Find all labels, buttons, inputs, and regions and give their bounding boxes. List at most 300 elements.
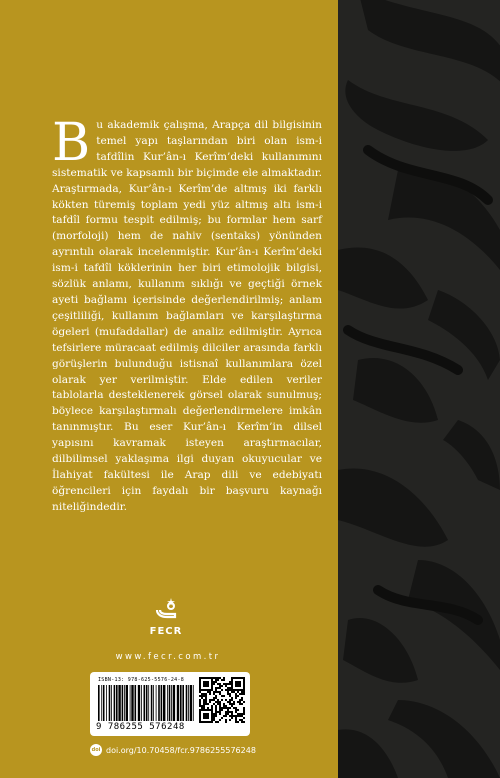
- barcode-bar: [158, 685, 160, 721]
- qr-module: [199, 711, 201, 713]
- qr-module: [217, 677, 219, 679]
- qr-module: [223, 679, 225, 681]
- qr-module: [229, 687, 231, 689]
- qr-module: [215, 697, 217, 699]
- fecr-logo-icon: [154, 598, 178, 620]
- qr-module: [241, 677, 243, 679]
- qr-module: [241, 689, 243, 691]
- qr-module: [215, 721, 217, 723]
- qr-module: [199, 689, 201, 691]
- qr-module: [217, 703, 219, 705]
- qr-module: [201, 693, 203, 695]
- qr-module: [203, 683, 205, 685]
- qr-module: [239, 719, 241, 721]
- barcode-bar: [106, 685, 107, 721]
- qr-module: [211, 721, 213, 723]
- qr-module: [199, 721, 201, 723]
- barcode-bar: [151, 685, 153, 721]
- qr-module: [211, 715, 213, 717]
- qr-module: [237, 685, 239, 687]
- qr-module: [211, 679, 213, 681]
- qr-module: [233, 715, 235, 717]
- qr-module: [203, 703, 205, 705]
- qr-module: [223, 695, 225, 697]
- qr-module: [219, 703, 221, 705]
- qr-module: [225, 719, 227, 721]
- qr-module: [231, 691, 233, 693]
- qr-module: [229, 683, 231, 685]
- qr-module: [203, 707, 205, 709]
- qr-module: [237, 713, 239, 715]
- barcode-bar: [173, 685, 175, 721]
- qr-module: [211, 677, 213, 679]
- qr-module: [241, 719, 243, 721]
- qr-module: [203, 709, 205, 711]
- qr-module: [207, 707, 209, 709]
- qr-module: [225, 721, 227, 723]
- publisher-name: FECR: [149, 626, 183, 637]
- qr-module: [239, 701, 241, 703]
- qr-module: [199, 705, 201, 707]
- qr-module: [217, 683, 219, 685]
- qr-module: [243, 709, 245, 711]
- qr-module: [207, 681, 209, 683]
- qr-module: [209, 701, 211, 703]
- publisher-logo: [134, 598, 198, 637]
- qr-module: [243, 707, 245, 709]
- qr-module: [219, 713, 221, 715]
- qr-module: [211, 689, 213, 691]
- qr-module: [215, 707, 217, 709]
- qr-module: [211, 685, 213, 687]
- qr-module: [213, 693, 215, 695]
- qr-module: [219, 705, 221, 707]
- qr-module: [229, 711, 231, 713]
- qr-module: [213, 683, 215, 685]
- qr-module: [215, 695, 217, 697]
- qr-module: [219, 687, 221, 689]
- qr-module: [213, 703, 215, 705]
- qr-module: [239, 713, 241, 715]
- qr-module: [199, 687, 201, 689]
- qr-module: [199, 713, 201, 715]
- qr-module: [237, 715, 239, 717]
- qr-module: [219, 711, 221, 713]
- barcode-bar: [146, 685, 148, 721]
- qr-module: [229, 715, 231, 717]
- qr-module: [215, 679, 217, 681]
- qr-module: [201, 689, 203, 691]
- qr-module: [231, 679, 233, 681]
- barcode-bar: [130, 685, 131, 721]
- qr-module: [201, 695, 203, 697]
- qr-module: [209, 699, 211, 701]
- isbn-number: 9 786255 576248: [96, 722, 185, 732]
- qr-module: [235, 685, 237, 687]
- qr-module: [213, 717, 215, 719]
- barcode-bar: [124, 685, 125, 721]
- qr-module: [241, 721, 243, 723]
- barcode-bar: [101, 685, 102, 721]
- qr-module: [227, 707, 229, 709]
- qr-module: [243, 711, 245, 713]
- qr-module: [225, 685, 227, 687]
- qr-module: [223, 705, 225, 707]
- qr-module: [235, 721, 237, 723]
- qr-module: [199, 679, 201, 681]
- barcode-bar: [188, 685, 189, 721]
- qr-module: [215, 709, 217, 711]
- qr-module: [231, 717, 233, 719]
- qr-module: [199, 695, 201, 697]
- qr-module: [229, 701, 231, 703]
- qr-module: [203, 677, 205, 679]
- qr-module: [221, 709, 223, 711]
- qr-module: [231, 711, 233, 713]
- blurb-text: u akademik çalışma, Arapça dil bilgisinin temel yapı taşlarından biri olan ism-i tafdîlin Kur’ân-ı Kerîm’deki kullanımını sistematik ve kapsamlı bir biçimde ele almaktadır. Araştırmada, Kur’ân-ı Kerîm’de altmış iki farklı kökten türemiş toplam yedi yüz altmış altı ism-i tafdîl formu tespit edilmiş; bu formlar hem sarf (morfoloji) hem de nahiv (sentaks) yönünden ayrıntılı olarak incelenmiştir. Kur’ân-ı Kerîm’deki ism-i tafdîl köklerinin her biri etimolojik bilgisi, sözlük anlamı, kullanım sıklığı ve geçtiği örnek ayeti bağlamı içerisinde değerlendirilmiş; anlam çeşitliliği, kullanım bağlamları ve karşılaştırma ögeleri (mufaddallar) de analiz edilmiştir. Ayrıca tefsirlere müracaat edilmiş dilciler arasında farklı görüşlerin bulunduğu istisnaî kullanımlara özel olarak yer verilmiştir. Elde edilen veriler tablolarla desteklenerek görsel olarak sunulmuş; böylece karşılaştırmalı değerlendirmelere imkân tanınmıştır. Bu eser Kur’ân-ı Kerîm’in dilsel yapısını kavramak isteyen araştırmacılar, dilbilimsel yaklaşıma ilgi duyan okuyucular ve İlahiyat fakültesi ile Arap dili ve edebiyatı öğrencileri için faydalı bir başvuru kaynağı niteliğindedir.: [52, 119, 323, 513]
- qr-module: [237, 683, 239, 685]
- qr-module: [227, 691, 229, 693]
- qr-module: [225, 713, 227, 715]
- qr-code-image: [199, 677, 245, 731]
- doi-text: doi.org/10.70458/fcr.9786255576248: [106, 745, 256, 755]
- qr-module: [205, 689, 207, 691]
- qr-module: [231, 683, 233, 685]
- barcode-bar: [144, 685, 146, 721]
- qr-module: [235, 693, 237, 695]
- barcode-bar: [190, 685, 192, 721]
- qr-module: [207, 677, 209, 679]
- qr-module: [227, 713, 229, 715]
- qr-module: [225, 707, 227, 709]
- qr-module: [207, 691, 209, 693]
- qr-module: [209, 691, 211, 693]
- qr-module: [217, 711, 219, 713]
- qr-module: [233, 707, 235, 709]
- qr-module: [233, 701, 235, 703]
- qr-module: [237, 701, 239, 703]
- qr-module: [209, 721, 211, 723]
- qr-module: [215, 691, 217, 693]
- qr-module: [229, 693, 231, 695]
- barcode-bar: [98, 685, 100, 721]
- qr-module: [211, 699, 213, 701]
- qr-module: [203, 717, 205, 719]
- qr-module: [231, 699, 233, 701]
- qr-module: [203, 713, 205, 715]
- qr-module: [225, 711, 227, 713]
- qr-module: [221, 685, 223, 687]
- qr-module: [235, 707, 237, 709]
- qr-module: [207, 717, 209, 719]
- qr-module: [233, 703, 235, 705]
- qr-module: [203, 699, 205, 701]
- qr-module: [229, 703, 231, 705]
- qr-module: [231, 685, 233, 687]
- qr-module: [213, 697, 215, 699]
- qr-module: [207, 721, 209, 723]
- qr-module: [199, 677, 201, 679]
- qr-module: [205, 693, 207, 695]
- barcode-bar: [193, 685, 194, 721]
- barcode-bar: [111, 685, 112, 721]
- qr-module: [229, 681, 231, 683]
- qr-module: [219, 677, 221, 679]
- qr-module: [199, 699, 201, 701]
- qr-module: [215, 681, 217, 683]
- qr-module: [225, 683, 227, 685]
- qr-module: [221, 695, 223, 697]
- qr-module: [205, 721, 207, 723]
- barcode-bar: [163, 685, 165, 721]
- barcode-bar: [148, 685, 149, 721]
- qr-module: [201, 705, 203, 707]
- qr-module: [203, 685, 205, 687]
- barcode-bar: [126, 685, 128, 721]
- qr-module: [215, 687, 217, 689]
- qr-module: [207, 709, 209, 711]
- qr-module: [207, 703, 209, 705]
- qr-module: [211, 719, 213, 721]
- qr-module: [235, 715, 237, 717]
- qr-module: [205, 699, 207, 701]
- qr-module: [227, 709, 229, 711]
- qr-module: [227, 687, 229, 689]
- qr-module: [217, 721, 219, 723]
- qr-module: [209, 677, 211, 679]
- qr-module: [211, 711, 213, 713]
- back-cover-blurb: [52, 113, 323, 516]
- qr-module: [237, 677, 239, 679]
- qr-module: [231, 703, 233, 705]
- qr-module: [207, 683, 209, 685]
- barcode-bar: [114, 685, 116, 721]
- qr-module: [215, 677, 217, 679]
- qr-module: [239, 681, 241, 683]
- qr-module: [215, 705, 217, 707]
- qr-module: [239, 677, 241, 679]
- qr-module: [243, 691, 245, 693]
- calligraphy-pattern: [338, 0, 500, 778]
- barcode-bar: [169, 685, 171, 721]
- qr-module: [203, 705, 205, 707]
- qr-module: [243, 679, 245, 681]
- qr-module: [243, 687, 245, 689]
- qr-module: [235, 719, 237, 721]
- isbn-label: ISBN-13: 978-625-5576-24-8: [98, 677, 185, 683]
- qr-module: [235, 689, 237, 691]
- qr-module: [241, 715, 243, 717]
- qr-module: [211, 713, 213, 715]
- qr-module: [201, 721, 203, 723]
- qr-module: [215, 713, 217, 715]
- qr-module: [233, 691, 235, 693]
- qr-module: [203, 693, 205, 695]
- qr-module: [205, 709, 207, 711]
- qr-module: [243, 713, 245, 715]
- qr-module: [241, 697, 243, 699]
- qr-module: [235, 711, 237, 713]
- qr-module: [231, 689, 233, 691]
- qr-module: [225, 705, 227, 707]
- qr-module: [225, 699, 227, 701]
- qr-module: [235, 709, 237, 711]
- qr-module: [211, 707, 213, 709]
- qr-module: [235, 695, 237, 697]
- qr-module: [239, 703, 241, 705]
- drop-cap: B: [52, 113, 91, 173]
- qr-module: [205, 683, 207, 685]
- qr-module: [221, 717, 223, 719]
- qr-module: [211, 705, 213, 707]
- qr-module: [221, 689, 223, 691]
- barcode-bar: [138, 685, 140, 721]
- qr-module: [229, 695, 231, 697]
- qr-module: [205, 677, 207, 679]
- qr-module: [231, 687, 233, 689]
- qr-module: [207, 713, 209, 715]
- qr-module: [241, 691, 243, 693]
- barcode-bar: [131, 685, 133, 721]
- qr-module: [225, 689, 227, 691]
- qr-module: [215, 701, 217, 703]
- qr-module: [203, 689, 205, 691]
- qr-module: [231, 713, 233, 715]
- qr-module: [201, 677, 203, 679]
- qr-module: [205, 681, 207, 683]
- barcode-image: [98, 685, 196, 721]
- doi-link[interactable]: [90, 744, 290, 756]
- qr-module: [223, 707, 225, 709]
- qr-module: [201, 707, 203, 709]
- barcode-bar: [109, 685, 111, 721]
- qr-module: [219, 701, 221, 703]
- qr-module: [233, 677, 235, 679]
- qr-module: [241, 703, 243, 705]
- barcode-bar: [167, 685, 168, 721]
- qr-module: [235, 677, 237, 679]
- qr-module: [241, 713, 243, 715]
- qr-module: [213, 715, 215, 717]
- barcode-bar: [103, 685, 105, 721]
- qr-module: [199, 681, 201, 683]
- qr-module: [209, 693, 211, 695]
- qr-module: [243, 717, 245, 719]
- qr-module: [217, 699, 219, 701]
- qr-module: [229, 699, 231, 701]
- qr-module: [237, 691, 239, 693]
- qr-module: [243, 677, 245, 679]
- qr-module: [227, 711, 229, 713]
- qr-module: [231, 677, 233, 679]
- qr-module: [237, 721, 239, 723]
- qr-module: [199, 715, 201, 717]
- qr-module: [211, 683, 213, 685]
- qr-module: [203, 721, 205, 723]
- barcode-bar: [153, 685, 154, 721]
- qr-module: [235, 717, 237, 719]
- barcode-bar: [135, 685, 137, 721]
- qr-module: [215, 689, 217, 691]
- calligraphy-panel: [338, 0, 500, 778]
- qr-module: [239, 693, 241, 695]
- qr-module: [221, 679, 223, 681]
- qr-module: [211, 681, 213, 683]
- qr-module: [215, 715, 217, 717]
- qr-module: [205, 695, 207, 697]
- qr-module: [199, 683, 201, 685]
- qr-module: [205, 701, 207, 703]
- qr-module: [221, 699, 223, 701]
- qr-module: [243, 681, 245, 683]
- qr-module: [211, 709, 213, 711]
- qr-module: [219, 693, 221, 695]
- qr-module: [211, 687, 213, 689]
- qr-module: [219, 691, 221, 693]
- qr-module: [221, 707, 223, 709]
- qr-module: [235, 681, 237, 683]
- qr-module: [223, 677, 225, 679]
- qr-module: [225, 715, 227, 717]
- qr-module: [203, 681, 205, 683]
- qr-module: [199, 719, 201, 721]
- qr-module: [237, 689, 239, 691]
- qr-module: [213, 691, 215, 693]
- qr-module: [231, 697, 233, 699]
- barcode-bar: [171, 685, 172, 721]
- qr-module: [219, 719, 221, 721]
- barcode-bar: [161, 685, 163, 721]
- qr-module: [241, 693, 243, 695]
- qr-module: [227, 693, 229, 695]
- qr-module: [207, 689, 209, 691]
- qr-module: [227, 683, 229, 685]
- qr-module: [231, 715, 233, 717]
- qr-module: [201, 697, 203, 699]
- qr-module: [235, 697, 237, 699]
- qr-module: [229, 707, 231, 709]
- qr-module: [203, 715, 205, 717]
- qr-module: [243, 683, 245, 685]
- qr-module: [243, 685, 245, 687]
- qr-module: [219, 709, 221, 711]
- barcode-bar: [156, 685, 157, 721]
- qr-module: [229, 719, 231, 721]
- qr-module: [231, 705, 233, 707]
- qr-module: [213, 713, 215, 715]
- qr-module: [211, 717, 213, 719]
- qr-module: [205, 715, 207, 717]
- qr-module: [199, 703, 201, 705]
- qr-module: [219, 685, 221, 687]
- isbn-barcode-label: [90, 672, 250, 736]
- qr-module: [227, 701, 229, 703]
- qr-module: [209, 709, 211, 711]
- qr-module: [207, 715, 209, 717]
- barcode-bar: [177, 685, 179, 721]
- doi-icon: doi: [90, 744, 102, 756]
- qr-module: [207, 685, 209, 687]
- qr-module: [203, 701, 205, 703]
- qr-module: [233, 689, 235, 691]
- qr-module: [199, 701, 201, 703]
- qr-module: [199, 691, 201, 693]
- qr-module: [223, 715, 225, 717]
- qr-module: [217, 691, 219, 693]
- qr-module: [205, 685, 207, 687]
- barcode-bar: [116, 685, 118, 721]
- qr-module: [201, 709, 203, 711]
